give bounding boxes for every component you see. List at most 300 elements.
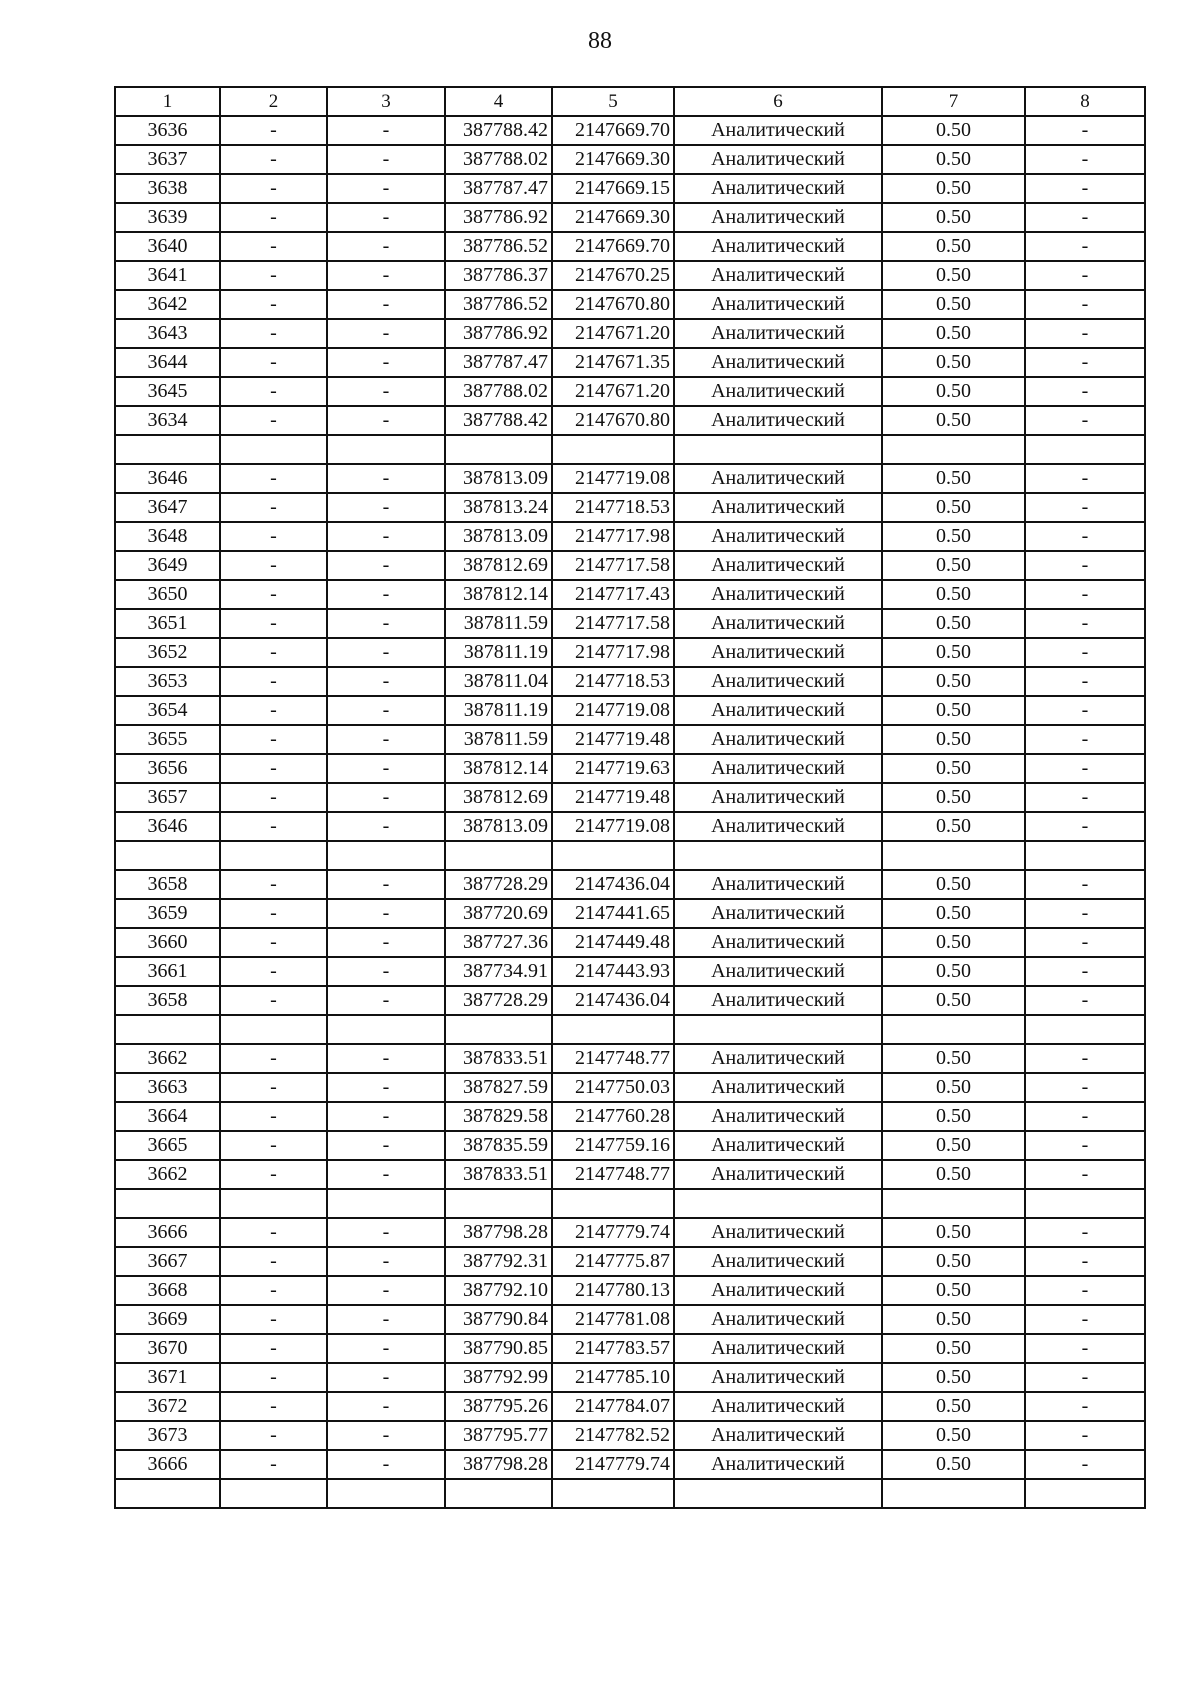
col8-cell: - (1025, 406, 1145, 435)
table-row (115, 783, 1145, 812)
col3-cell: - (327, 870, 445, 899)
col2-cell: - (220, 1450, 327, 1479)
table-row (115, 638, 1145, 667)
col2-cell: - (220, 377, 327, 406)
col3-cell: - (327, 1218, 445, 1247)
y-coordinate-cell (552, 1189, 674, 1218)
accuracy-cell: 0.50 (882, 145, 1025, 174)
col8-cell: - (1025, 493, 1145, 522)
x-coordinate-cell: 387813.09 (445, 464, 552, 493)
point-number-cell: 3652 (115, 638, 220, 667)
point-number-cell: 3641 (115, 261, 220, 290)
accuracy-cell (882, 1479, 1025, 1508)
table-row (115, 609, 1145, 638)
point-number-cell: 3638 (115, 174, 220, 203)
col8-cell: - (1025, 812, 1145, 841)
point-number-cell: 3646 (115, 464, 220, 493)
table-row (115, 174, 1145, 203)
col8-cell (1025, 1479, 1145, 1508)
y-coordinate-cell: 2147717.58 (552, 551, 674, 580)
method-cell: Аналитический (674, 203, 882, 232)
y-coordinate-cell: 2147718.53 (552, 493, 674, 522)
y-coordinate-cell: 2147717.43 (552, 580, 674, 609)
point-number-cell: 3648 (115, 522, 220, 551)
col3-cell: - (327, 290, 445, 319)
x-coordinate-cell: 387829.58 (445, 1102, 552, 1131)
point-number-cell: 3644 (115, 348, 220, 377)
table-row (115, 1392, 1145, 1421)
col8-cell: - (1025, 783, 1145, 812)
accuracy-cell: 0.50 (882, 1044, 1025, 1073)
col8-cell: - (1025, 464, 1145, 493)
col2-cell: - (220, 638, 327, 667)
accuracy-cell (882, 435, 1025, 464)
y-coordinate-cell: 2147759.16 (552, 1131, 674, 1160)
method-cell (674, 435, 882, 464)
table-row (115, 1044, 1145, 1073)
y-coordinate-cell: 2147719.48 (552, 725, 674, 754)
method-cell: Аналитический (674, 638, 882, 667)
x-coordinate-cell: 387786.92 (445, 203, 552, 232)
col2-cell: - (220, 203, 327, 232)
x-coordinate-cell: 387734.91 (445, 957, 552, 986)
method-cell: Аналитический (674, 1305, 882, 1334)
y-coordinate-cell: 2147443.93 (552, 957, 674, 986)
accuracy-cell: 0.50 (882, 1160, 1025, 1189)
col3-cell: - (327, 551, 445, 580)
table-row (115, 1450, 1145, 1479)
col3-cell: - (327, 1073, 445, 1102)
x-coordinate-cell: 387813.24 (445, 493, 552, 522)
col8-cell: - (1025, 319, 1145, 348)
col3-cell: - (327, 1044, 445, 1073)
point-number-cell: 3643 (115, 319, 220, 348)
col8-cell: - (1025, 1044, 1145, 1073)
point-number-cell: 3669 (115, 1305, 220, 1334)
point-number-cell: 3655 (115, 725, 220, 754)
page-number: 88 (588, 28, 612, 54)
method-cell: Аналитический (674, 1073, 882, 1102)
point-number-cell: 3640 (115, 232, 220, 261)
y-coordinate-cell (552, 841, 674, 870)
x-coordinate-cell: 387798.28 (445, 1450, 552, 1479)
accuracy-cell: 0.50 (882, 609, 1025, 638)
accuracy-cell: 0.50 (882, 899, 1025, 928)
table-row (115, 841, 1145, 870)
col2-cell: - (220, 1305, 327, 1334)
x-coordinate-cell (445, 841, 552, 870)
accuracy-cell: 0.50 (882, 174, 1025, 203)
col8-cell: - (1025, 1450, 1145, 1479)
method-cell (674, 1015, 882, 1044)
col3-cell: - (327, 667, 445, 696)
col3-cell: - (327, 928, 445, 957)
col8-cell: - (1025, 1247, 1145, 1276)
col8-cell: - (1025, 1073, 1145, 1102)
x-coordinate-cell (445, 1189, 552, 1218)
accuracy-cell: 0.50 (882, 928, 1025, 957)
table-row (115, 1276, 1145, 1305)
y-coordinate-cell (552, 435, 674, 464)
point-number-cell: 3634 (115, 406, 220, 435)
table-header-row (115, 87, 1145, 116)
method-cell: Аналитический (674, 1276, 882, 1305)
col3-cell: - (327, 1305, 445, 1334)
col3-cell: - (327, 493, 445, 522)
accuracy-cell: 0.50 (882, 638, 1025, 667)
x-coordinate-cell: 387798.28 (445, 1218, 552, 1247)
col2-cell: - (220, 551, 327, 580)
col3-cell: - (327, 580, 445, 609)
method-cell: Аналитический (674, 319, 882, 348)
table-row (115, 667, 1145, 696)
y-coordinate-cell: 2147719.08 (552, 812, 674, 841)
y-coordinate-cell: 2147669.30 (552, 145, 674, 174)
point-number-cell: 3673 (115, 1421, 220, 1450)
col2-cell: - (220, 232, 327, 261)
x-coordinate-cell: 387786.92 (445, 319, 552, 348)
column-header: 4 (445, 87, 552, 116)
col3-cell: - (327, 522, 445, 551)
method-cell: Аналитический (674, 870, 882, 899)
x-coordinate-cell: 387811.19 (445, 638, 552, 667)
col2-cell: - (220, 1363, 327, 1392)
point-number-cell (115, 1015, 220, 1044)
col3-cell (327, 435, 445, 464)
accuracy-cell: 0.50 (882, 1247, 1025, 1276)
col8-cell: - (1025, 696, 1145, 725)
table-body (115, 116, 1145, 1508)
accuracy-cell: 0.50 (882, 464, 1025, 493)
method-cell: Аналитический (674, 725, 882, 754)
method-cell: Аналитический (674, 986, 882, 1015)
y-coordinate-cell: 2147719.48 (552, 783, 674, 812)
x-coordinate-cell (445, 1479, 552, 1508)
accuracy-cell: 0.50 (882, 1073, 1025, 1102)
col8-cell: - (1025, 174, 1145, 203)
x-coordinate-cell: 387812.14 (445, 580, 552, 609)
method-cell: Аналитический (674, 290, 882, 319)
method-cell: Аналитический (674, 696, 882, 725)
col3-cell: - (327, 986, 445, 1015)
col2-cell: - (220, 319, 327, 348)
y-coordinate-cell: 2147671.35 (552, 348, 674, 377)
col8-cell: - (1025, 609, 1145, 638)
col8-cell: - (1025, 667, 1145, 696)
col2-cell: - (220, 493, 327, 522)
col2-cell (220, 435, 327, 464)
col8-cell: - (1025, 145, 1145, 174)
accuracy-cell: 0.50 (882, 522, 1025, 551)
method-cell: Аналитический (674, 812, 882, 841)
accuracy-cell: 0.50 (882, 232, 1025, 261)
col3-cell: - (327, 348, 445, 377)
x-coordinate-cell: 387812.69 (445, 783, 552, 812)
x-coordinate-cell: 387827.59 (445, 1073, 552, 1102)
x-coordinate-cell: 387720.69 (445, 899, 552, 928)
method-cell: Аналитический (674, 957, 882, 986)
col2-cell: - (220, 928, 327, 957)
point-number-cell: 3666 (115, 1218, 220, 1247)
col3-cell (327, 841, 445, 870)
table-row (115, 870, 1145, 899)
x-coordinate-cell: 387728.29 (445, 986, 552, 1015)
col8-cell: - (1025, 899, 1145, 928)
col3-cell: - (327, 145, 445, 174)
y-coordinate-cell: 2147748.77 (552, 1160, 674, 1189)
method-cell: Аналитический (674, 1334, 882, 1363)
table-row (115, 1218, 1145, 1247)
col3-cell: - (327, 406, 445, 435)
y-coordinate-cell: 2147669.15 (552, 174, 674, 203)
y-coordinate-cell: 2147670.25 (552, 261, 674, 290)
col2-cell: - (220, 899, 327, 928)
x-coordinate-cell: 387813.09 (445, 812, 552, 841)
x-coordinate-cell: 387795.77 (445, 1421, 552, 1450)
col3-cell: - (327, 1334, 445, 1363)
y-coordinate-cell: 2147750.03 (552, 1073, 674, 1102)
col3-cell: - (327, 1450, 445, 1479)
col3-cell: - (327, 1160, 445, 1189)
col8-cell: - (1025, 986, 1145, 1015)
y-coordinate-cell: 2147669.30 (552, 203, 674, 232)
col3-cell: - (327, 1363, 445, 1392)
col8-cell: - (1025, 203, 1145, 232)
accuracy-cell: 0.50 (882, 406, 1025, 435)
col2-cell: - (220, 522, 327, 551)
col8-cell: - (1025, 1392, 1145, 1421)
method-cell: Аналитический (674, 174, 882, 203)
col2-cell: - (220, 870, 327, 899)
method-cell: Аналитический (674, 1363, 882, 1392)
col3-cell: - (327, 609, 445, 638)
x-coordinate-cell: 387788.42 (445, 116, 552, 145)
accuracy-cell: 0.50 (882, 725, 1025, 754)
method-cell: Аналитический (674, 1044, 882, 1073)
y-coordinate-cell: 2147717.98 (552, 638, 674, 667)
point-number-cell (115, 1479, 220, 1508)
col2-cell: - (220, 116, 327, 145)
x-coordinate-cell (445, 1015, 552, 1044)
col2-cell: - (220, 1131, 327, 1160)
column-header: 6 (674, 87, 882, 116)
x-coordinate-cell: 387792.99 (445, 1363, 552, 1392)
accuracy-cell: 0.50 (882, 377, 1025, 406)
table-row (115, 696, 1145, 725)
point-number-cell: 3663 (115, 1073, 220, 1102)
point-number-cell: 3671 (115, 1363, 220, 1392)
col8-cell: - (1025, 1160, 1145, 1189)
col2-cell (220, 1479, 327, 1508)
col3-cell: - (327, 899, 445, 928)
col8-cell: - (1025, 928, 1145, 957)
col8-cell: - (1025, 580, 1145, 609)
col3-cell: - (327, 725, 445, 754)
y-coordinate-cell: 2147717.98 (552, 522, 674, 551)
method-cell: Аналитический (674, 1392, 882, 1421)
accuracy-cell: 0.50 (882, 290, 1025, 319)
point-number-cell: 3662 (115, 1044, 220, 1073)
method-cell (674, 1479, 882, 1508)
point-number-cell: 3636 (115, 116, 220, 145)
coordinates-table (114, 86, 1146, 1509)
method-cell: Аналитический (674, 1218, 882, 1247)
col3-cell: - (327, 1102, 445, 1131)
y-coordinate-cell: 2147783.57 (552, 1334, 674, 1363)
accuracy-cell: 0.50 (882, 1131, 1025, 1160)
col3-cell: - (327, 783, 445, 812)
method-cell: Аналитический (674, 145, 882, 174)
table-row (115, 986, 1145, 1015)
method-cell: Аналитический (674, 754, 882, 783)
table-row (115, 203, 1145, 232)
accuracy-cell: 0.50 (882, 1218, 1025, 1247)
method-cell (674, 1189, 882, 1218)
method-cell: Аналитический (674, 1160, 882, 1189)
point-number-cell: 3639 (115, 203, 220, 232)
method-cell: Аналитический (674, 261, 882, 290)
point-number-cell: 3664 (115, 1102, 220, 1131)
col8-cell: - (1025, 261, 1145, 290)
col2-cell: - (220, 609, 327, 638)
y-coordinate-cell: 2147719.08 (552, 696, 674, 725)
col8-cell (1025, 435, 1145, 464)
col8-cell: - (1025, 290, 1145, 319)
table-row (115, 261, 1145, 290)
point-number-cell: 3647 (115, 493, 220, 522)
accuracy-cell: 0.50 (882, 319, 1025, 348)
col8-cell: - (1025, 754, 1145, 783)
point-number-cell: 3646 (115, 812, 220, 841)
y-coordinate-cell: 2147670.80 (552, 406, 674, 435)
point-number-cell (115, 435, 220, 464)
col3-cell: - (327, 638, 445, 667)
col3-cell: - (327, 174, 445, 203)
col3-cell: - (327, 1247, 445, 1276)
point-number-cell: 3658 (115, 870, 220, 899)
point-number-cell: 3670 (115, 1334, 220, 1363)
table-row (115, 522, 1145, 551)
table-row (115, 377, 1145, 406)
y-coordinate-cell: 2147436.04 (552, 870, 674, 899)
col8-cell: - (1025, 1218, 1145, 1247)
table-row (115, 928, 1145, 957)
col8-cell (1025, 1189, 1145, 1218)
point-number-cell: 3645 (115, 377, 220, 406)
col3-cell: - (327, 754, 445, 783)
y-coordinate-cell: 2147782.52 (552, 1421, 674, 1450)
table-row (115, 116, 1145, 145)
point-number-cell: 3649 (115, 551, 220, 580)
y-coordinate-cell: 2147719.08 (552, 464, 674, 493)
point-number-cell: 3660 (115, 928, 220, 957)
col2-cell: - (220, 783, 327, 812)
accuracy-cell: 0.50 (882, 1305, 1025, 1334)
table-row (115, 812, 1145, 841)
table-row (115, 1102, 1145, 1131)
y-coordinate-cell: 2147719.63 (552, 754, 674, 783)
accuracy-cell: 0.50 (882, 1334, 1025, 1363)
col2-cell: - (220, 261, 327, 290)
point-number-cell: 3658 (115, 986, 220, 1015)
method-cell: Аналитический (674, 1102, 882, 1131)
accuracy-cell: 0.50 (882, 696, 1025, 725)
col3-cell (327, 1189, 445, 1218)
method-cell: Аналитический (674, 406, 882, 435)
point-number-cell: 3650 (115, 580, 220, 609)
accuracy-cell: 0.50 (882, 580, 1025, 609)
col2-cell: - (220, 696, 327, 725)
col3-cell: - (327, 1392, 445, 1421)
accuracy-cell (882, 1189, 1025, 1218)
col2-cell: - (220, 667, 327, 696)
col3-cell: - (327, 261, 445, 290)
table-row (115, 406, 1145, 435)
col2-cell: - (220, 464, 327, 493)
y-coordinate-cell: 2147760.28 (552, 1102, 674, 1131)
col8-cell: - (1025, 1421, 1145, 1450)
col8-cell: - (1025, 551, 1145, 580)
x-coordinate-cell: 387811.04 (445, 667, 552, 696)
table-row (115, 348, 1145, 377)
column-header: 8 (1025, 87, 1145, 116)
x-coordinate-cell: 387786.52 (445, 232, 552, 261)
x-coordinate-cell: 387786.37 (445, 261, 552, 290)
accuracy-cell: 0.50 (882, 1421, 1025, 1450)
method-cell: Аналитический (674, 232, 882, 261)
accuracy-cell: 0.50 (882, 1276, 1025, 1305)
col2-cell: - (220, 1392, 327, 1421)
y-coordinate-cell: 2147775.87 (552, 1247, 674, 1276)
method-cell: Аналитический (674, 377, 882, 406)
method-cell: Аналитический (674, 609, 882, 638)
col2-cell: - (220, 174, 327, 203)
y-coordinate-cell: 2147669.70 (552, 116, 674, 145)
column-header: 3 (327, 87, 445, 116)
col8-cell: - (1025, 1102, 1145, 1131)
table-row (115, 725, 1145, 754)
accuracy-cell: 0.50 (882, 348, 1025, 377)
y-coordinate-cell (552, 1479, 674, 1508)
method-cell: Аналитический (674, 493, 882, 522)
col3-cell: - (327, 319, 445, 348)
x-coordinate-cell: 387787.47 (445, 348, 552, 377)
point-number-cell: 3637 (115, 145, 220, 174)
col8-cell: - (1025, 348, 1145, 377)
x-coordinate-cell: 387795.26 (445, 1392, 552, 1421)
col3-cell: - (327, 957, 445, 986)
col2-cell: - (220, 986, 327, 1015)
col2-cell: - (220, 406, 327, 435)
table-row (115, 319, 1145, 348)
col2-cell (220, 1189, 327, 1218)
y-coordinate-cell: 2147436.04 (552, 986, 674, 1015)
col3-cell: - (327, 232, 445, 261)
point-number-cell: 3662 (115, 1160, 220, 1189)
col8-cell: - (1025, 232, 1145, 261)
column-header: 2 (220, 87, 327, 116)
x-coordinate-cell: 387833.51 (445, 1160, 552, 1189)
method-cell: Аналитический (674, 1421, 882, 1450)
accuracy-cell: 0.50 (882, 812, 1025, 841)
method-cell: Аналитический (674, 1247, 882, 1276)
table-row (115, 957, 1145, 986)
accuracy-cell: 0.50 (882, 551, 1025, 580)
point-number-cell: 3659 (115, 899, 220, 928)
point-number-cell: 3653 (115, 667, 220, 696)
col3-cell: - (327, 812, 445, 841)
col8-cell: - (1025, 957, 1145, 986)
